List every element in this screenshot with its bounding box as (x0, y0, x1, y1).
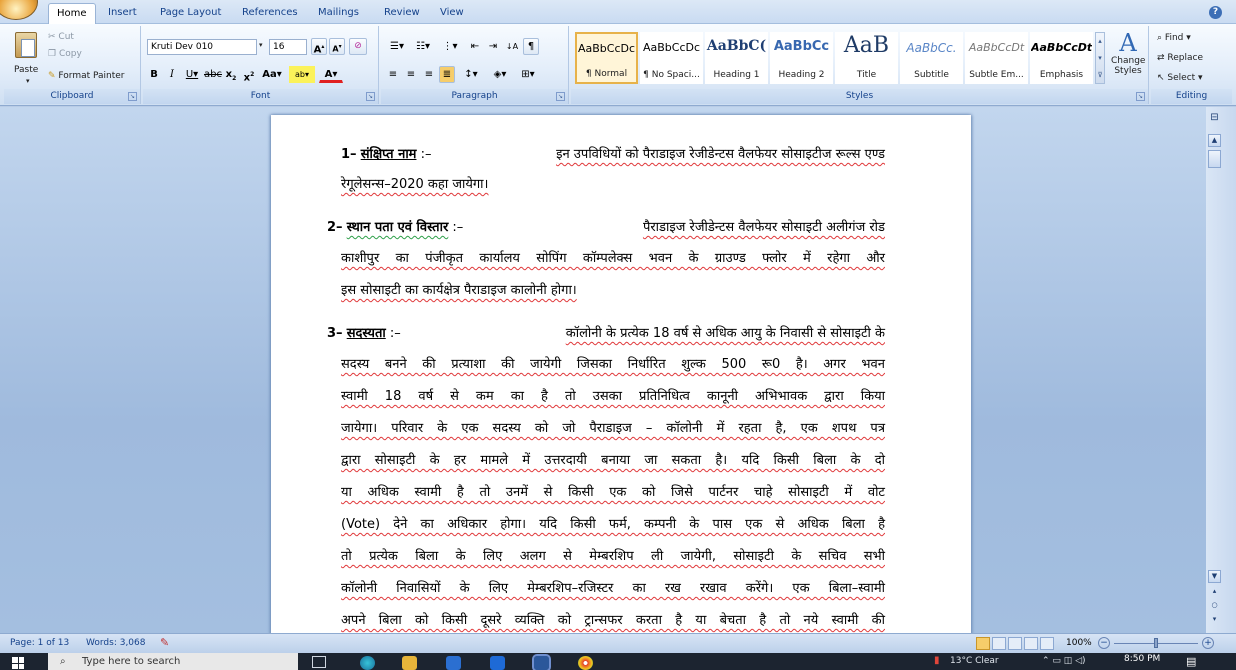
doc-line (341, 579, 885, 599)
clause-heading: सदस्यता (346, 326, 386, 341)
select-button[interactable]: ↖ Select ▾ (1157, 73, 1203, 83)
doc-line (341, 611, 885, 631)
format-painter-label: Format Painter (58, 71, 125, 81)
tab-page-layout[interactable]: Page Layout (160, 7, 222, 18)
align-right-icon[interactable]: ≡ (424, 69, 434, 80)
underline-button[interactable]: U▾ (185, 69, 199, 80)
paste-button[interactable] (12, 32, 40, 68)
doc-text: इस सोसाइटी का कार्यक्षेत्र पैराडाइज कालोनी होगा। (341, 283, 577, 298)
doc-text: काशीपुर का पंजीकृत कार्यालय सोपिंग कॉम्पलेक्स भवन के ग्राउण्ड फ्लोर में रहेगा और (341, 251, 885, 266)
doc-line: 1– संक्षिप्त नाम :– इन उपविधियों को पैराडाइज रेजीडेन्टस वैलफेयर सोसाइटीज रूल्स एण्ड (341, 145, 885, 165)
ribbon-tab-bar (0, 0, 1236, 24)
tab-home[interactable]: Home (48, 3, 96, 24)
cut-button[interactable] (48, 32, 74, 42)
ruler-toggle-icon[interactable]: ⊟ (1210, 112, 1219, 123)
highlight-icon[interactable]: ab▾ (289, 66, 315, 83)
styles-launcher-icon[interactable]: ↘ (1137, 93, 1144, 100)
font-group (143, 26, 379, 104)
copy-icon: ❐ (48, 49, 57, 59)
paste-dropdown-icon[interactable]: ▾ (26, 77, 30, 85)
numbering-icon[interactable]: ☷▾ (416, 41, 430, 52)
style-preview: AaBbCcDt (1031, 41, 1092, 54)
font-name-select[interactable]: Kruti Dev 010 (147, 39, 257, 55)
doc-text: कॉलोनी के प्रत्येक 18 वर्ष से अधिक आयु के निवासी से सोसाइटी के (565, 326, 885, 341)
style-normal[interactable] (575, 32, 638, 84)
find-button[interactable]: ⌕ Find ▾ (1157, 33, 1191, 43)
view-buttons (976, 637, 1056, 650)
print-layout-icon[interactable] (976, 637, 990, 650)
word-count[interactable]: Words: 3,068 (86, 638, 146, 648)
doc-line (341, 281, 885, 301)
clause-number: 1– (341, 147, 357, 162)
doc-text: पैराडाइज रेजीडेन्टस वैलफेयर सोसाइटी अलीगंज रोड (642, 220, 885, 235)
style-name: ¶ Normal (585, 69, 628, 79)
doc-text: रेगूलेसन्स–2020 कहा जायेगा। (341, 177, 489, 192)
outline-icon[interactable] (1024, 637, 1038, 650)
vertical-scrollbar[interactable] (1206, 107, 1236, 633)
clock-time[interactable]: 8:50 PM (1124, 654, 1161, 664)
paragraph-label: Paragraph (381, 89, 568, 104)
scroll-down-icon[interactable]: ▼ (1208, 570, 1221, 583)
zoom-out-icon[interactable]: − (1098, 637, 1110, 649)
format-painter-button[interactable] (48, 71, 125, 81)
brush-icon: ✎ (48, 71, 56, 81)
weather-alert-icon[interactable]: ▮ (934, 655, 940, 666)
bullets-icon[interactable]: ☰▾ (390, 41, 404, 52)
draft-icon[interactable] (1040, 637, 1054, 650)
show-marks-icon[interactable]: ¶ (523, 38, 539, 55)
scroll-thumb[interactable] (1208, 150, 1221, 168)
change-styles-button[interactable] (1111, 30, 1145, 86)
style-name: Subtle Em... (969, 70, 1024, 80)
cut-label: Cut (58, 32, 74, 42)
styles-label: Styles (571, 89, 1148, 104)
font-name-dropdown-icon[interactable]: ▾ (259, 41, 263, 49)
change-case-button[interactable]: Aa▾ (262, 69, 282, 80)
italic-button[interactable]: I (170, 69, 174, 80)
shading-icon[interactable]: ◈▾ (493, 69, 507, 80)
taskbar-search-placeholder: Type here to search (82, 656, 181, 667)
style-name: Title (856, 70, 877, 80)
style-subtle-emphasis[interactable] (965, 32, 1028, 84)
doc-line (341, 515, 885, 535)
next-page-icon[interactable]: ▾ (1212, 615, 1217, 623)
scroll-up-icon[interactable]: ▲ (1208, 134, 1221, 147)
style-preview: AaBbCcDc (577, 42, 636, 55)
doc-line (341, 249, 885, 269)
clipboard-group (4, 26, 141, 104)
task-view-icon[interactable] (312, 656, 326, 668)
browse-object-icon[interactable]: ○ (1211, 601, 1218, 609)
file-explorer-icon[interactable] (402, 656, 417, 670)
decrease-indent-icon[interactable]: ⇤ (470, 41, 480, 52)
change-styles-icon: A (1119, 29, 1137, 57)
editing-group (1151, 26, 1232, 104)
doc-text: या अधिक स्वामी है तो उनमें से किसी एक को जिसे पार्टनर चाहे सोसाइटी में वोट (341, 485, 885, 500)
doc-line (341, 355, 885, 375)
doc-text: द्वारा सोसाइटी के हर मामले में उत्तरदायी बनाया जा सकता है। यदि किसी बिला के दो (341, 453, 885, 468)
justify-icon[interactable]: ≣ (439, 66, 455, 83)
tab-references[interactable]: References (242, 7, 298, 18)
doc-line (341, 419, 885, 439)
align-left-icon[interactable]: ≡ (388, 69, 398, 80)
clear-formatting-button[interactable]: ⊘ (349, 38, 367, 55)
copy-label: Copy (58, 49, 82, 59)
paragraph-launcher-icon[interactable]: ↘ (557, 93, 564, 100)
bold-button[interactable]: B (150, 69, 158, 80)
search-icon: ⌕ (60, 656, 66, 667)
doc-text: जायेगा। परिवार के एक सदस्य को जो पैराडाइज – कॉलोनी में रहता है, एक शपथ पत्र (341, 421, 885, 436)
cursor-icon: ↖ (1157, 73, 1165, 83)
taskbar (0, 653, 1236, 670)
page-count[interactable]: Page: 1 of 13 (10, 638, 70, 648)
style-name: Subtitle (914, 70, 949, 80)
help-icon[interactable]: ? (1209, 6, 1222, 19)
style-name: ¶ No Spaci... (643, 70, 700, 80)
copy-button[interactable] (48, 49, 82, 59)
doc-text: सदस्य बनने की प्रत्याशा की जायेगी जिसका निर्धारित शुल्क 500 रू0 है। अगर भवन (341, 357, 885, 372)
style-name: Heading 1 (713, 70, 760, 80)
previous-page-icon[interactable]: ▴ (1212, 587, 1217, 595)
doc-text: अपने बिला को किसी दूसरे व्यक्ति को ट्रान्सफर करता है या बेचता है तो नये स्वामी की (341, 613, 885, 628)
office-button[interactable] (0, 0, 38, 20)
borders-icon[interactable]: ⊞▾ (521, 69, 535, 80)
clause-heading: स्थान पता एवं विस्तार (346, 220, 449, 235)
style-title[interactable] (835, 32, 898, 84)
doc-text: तो प्रत्येक बिला के लिए अलग से मेम्बरशिप ली जायेगी, सोसाइटी के सचिव सभी (341, 549, 885, 564)
doc-text: स्वामी 18 वर्ष से कम का है तो उसका प्रतिनिधित्व कानूनी अभिभावक द्वारा किया (341, 389, 885, 404)
font-size-select[interactable]: 16 (269, 39, 307, 55)
tab-insert[interactable]: Insert (108, 7, 137, 18)
weather-text[interactable]: 13°C Clear (950, 656, 999, 666)
chrome-icon[interactable] (578, 656, 593, 670)
clipboard-launcher-icon[interactable]: ↘ (129, 93, 136, 100)
system-tray-icons[interactable]: ⌃ ▭ ◫ ◁) (1042, 656, 1086, 666)
document-page[interactable] (271, 115, 971, 635)
style-name: Emphasis (1039, 70, 1084, 80)
shrink-font-button[interactable]: A▾ (329, 38, 345, 55)
style-name: Heading 2 (778, 70, 825, 80)
style-subtitle[interactable] (900, 32, 963, 84)
doc-text: (Vote) देने का अधिकार होगा। यदि किसी फर्म, कम्पनी के पास एक से अधिक बिला है (341, 517, 885, 532)
tab-view[interactable]: View (440, 7, 464, 18)
ribbon (0, 24, 1236, 106)
style-emphasis[interactable] (1030, 32, 1093, 84)
zoom-in-icon[interactable]: + (1202, 637, 1214, 649)
style-preview: AaBbCc. (906, 41, 957, 55)
replace-button[interactable] (1157, 53, 1203, 63)
paste-label[interactable]: Paste (14, 65, 39, 75)
clause-number: 2– (327, 220, 343, 235)
word-icon[interactable] (534, 656, 549, 670)
increase-indent-icon[interactable]: ⇥ (488, 41, 498, 52)
font-launcher-icon[interactable]: ↘ (367, 93, 374, 100)
doc-line (341, 547, 885, 567)
style-preview: AaBbCcDt (968, 41, 1025, 54)
style-preview: AaBbCc (773, 39, 830, 54)
grow-font-button[interactable]: A▴ (311, 38, 327, 55)
font-color-icon[interactable]: A▾ (319, 66, 343, 83)
style-preview: AaBbCcDc (642, 41, 701, 54)
full-screen-icon[interactable] (992, 637, 1006, 650)
subscript-button[interactable]: $x_2$ (225, 69, 237, 82)
styles-group (571, 26, 1149, 104)
tab-review[interactable]: Review (384, 7, 420, 18)
styles-scroll[interactable]: ▴ ▾ ⊽ (1095, 32, 1105, 84)
tab-mailings[interactable]: Mailings (318, 7, 359, 18)
select-label: Select (1167, 73, 1196, 83)
doc-text: इन उपविधियों को पैराडाइज रेजीडेन्टस वैलफेयर सोसाइटीज रूल्स एण्ड (556, 147, 885, 162)
store-icon[interactable] (446, 656, 461, 670)
style-heading-1[interactable] (705, 32, 768, 84)
windows-start-icon[interactable] (12, 657, 24, 669)
superscript-button[interactable]: $x^2$ (243, 71, 255, 84)
doc-line (341, 451, 885, 471)
doc-text: कॉलोनी निवासियों के लिए मेम्बरशिप–रजिस्टर का रख रखाव करेंगे। एक बिला–स्वामी (341, 581, 885, 596)
zoom-slider-thumb[interactable] (1154, 638, 1158, 648)
sort-icon[interactable]: ↓A (505, 42, 519, 51)
editing-label: Editing (1151, 89, 1232, 104)
scissors-icon: ✂ (48, 32, 56, 42)
zoom-level[interactable]: 100% (1066, 638, 1092, 648)
doc-line: 2– स्थान पता एवं विस्तार :– पैराडाइज रेजीडेन्टस वैलफेयर सोसाइटी अलीगंज रोड (327, 218, 885, 238)
line-spacing-icon[interactable]: ↕▾ (464, 69, 478, 80)
align-center-icon[interactable]: ≡ (406, 69, 416, 80)
clause-heading: संक्षिप्त नाम (360, 147, 417, 162)
proofing-icon[interactable]: ✎ (160, 636, 170, 649)
style-preview: AaB (843, 33, 890, 58)
web-layout-icon[interactable] (1008, 637, 1022, 650)
replace-label: Replace (1167, 53, 1204, 63)
mail-icon[interactable] (490, 656, 505, 670)
strikethrough-button[interactable]: abc (204, 69, 222, 80)
taskbar-search-box[interactable] (48, 653, 298, 670)
doc-line (341, 387, 885, 407)
paragraph-group (381, 26, 569, 104)
clipboard-label: Clipboard (4, 89, 140, 104)
replace-icon: ⇄ (1157, 53, 1165, 63)
style-no-spacing[interactable] (640, 32, 703, 84)
style-heading-2[interactable] (770, 32, 833, 84)
clause-number: 3– (327, 326, 343, 341)
find-label: Find (1164, 33, 1184, 43)
status-bar (0, 633, 1236, 653)
font-label: Font (143, 89, 378, 104)
doc-line (341, 175, 885, 195)
edge-icon[interactable] (360, 656, 375, 670)
change-styles-label: Change Styles (1111, 56, 1146, 76)
doc-line: 3– सदस्यता :– कॉलोनी के प्रत्येक 18 वर्ष से अधिक आयु के निवासी से सोसाइटी के (327, 324, 885, 344)
multilevel-list-icon[interactable]: ⋮▾ (442, 41, 458, 52)
binoculars-icon: ⌕ (1157, 33, 1163, 43)
doc-line (341, 483, 885, 503)
notifications-icon[interactable]: ▤ (1186, 655, 1197, 668)
style-preview: AaBbC( (706, 38, 767, 54)
